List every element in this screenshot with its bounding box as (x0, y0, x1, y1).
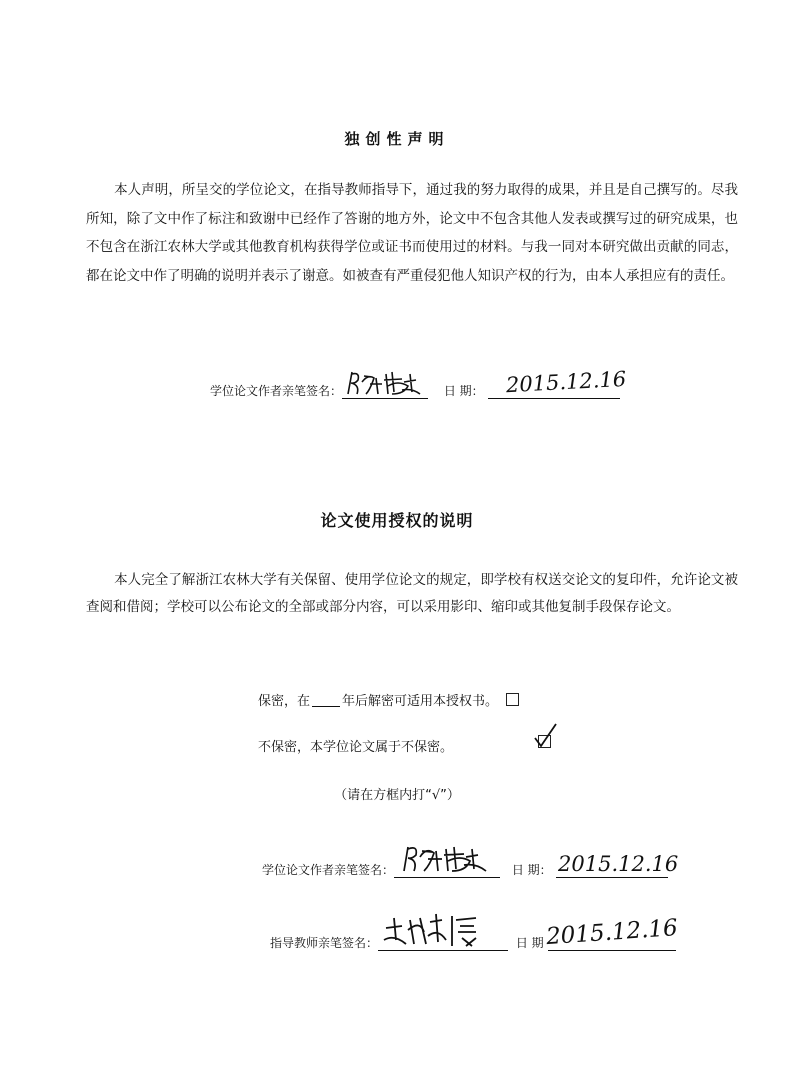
advisor-signature (378, 928, 508, 951)
declaration-title: 独创性声明 (344, 130, 450, 148)
option-secret (258, 690, 519, 709)
svg-text:2015.12.16: 2015.12.16 (557, 852, 678, 876)
declaration-paragraph (86, 176, 738, 290)
author-date-label-2: 日 期： (511, 863, 552, 877)
option-public (258, 736, 453, 755)
author-date-1 (488, 366, 627, 399)
svg-text:2015.12.16: 2015.12.16 (544, 915, 679, 951)
handwritten-signature-1 (342, 368, 428, 398)
handwritten-date-1 (488, 364, 627, 398)
author-signature-2 (394, 855, 500, 878)
handwritten-date-3 (544, 908, 679, 951)
author-date-label: 日 期： (443, 384, 484, 398)
option-secret-prefix: 保密，在 (258, 694, 311, 709)
author-signature-1 (342, 376, 428, 399)
years-blank[interactable] (312, 694, 340, 707)
author-signature-label: 学位论文作者亲笔签名： (210, 384, 343, 398)
handwritten-signature-3 (380, 910, 510, 950)
advisor-signature-row (270, 915, 679, 951)
authorization-paragraph (86, 567, 738, 621)
author-signature-label-2: 学位论文作者亲笔签名： (262, 863, 395, 877)
advisor-signature-label: 指导教师亲笔签名： (270, 936, 379, 950)
option-secret-suffix: 年后解密可适用本授权书。 (342, 694, 499, 709)
author-date-2 (556, 852, 678, 878)
check-mark-icon (532, 722, 562, 752)
handwritten-date-2 (556, 843, 678, 877)
authorization-author-signature-row (262, 852, 678, 878)
secret-checkbox[interactable] (506, 693, 519, 706)
instruction-note: （请在方框内打“√”） (334, 788, 460, 803)
authorization-title: 论文使用授权的说明 (320, 511, 474, 530)
svg-text:2015.12.16: 2015.12.16 (504, 366, 627, 398)
advisor-date-label: 日 期 (515, 936, 544, 950)
authorization-text: 本人完全了解浙江农林大学有关保留、使用学位论文的规定，即学校有权送交论文的复印件，允许论文被查阅和借阅；学校可以公布论文的全部或部分内容，可以采用影印、缩印或其他复制手段保存论文。 (86, 572, 738, 615)
advisor-date (544, 915, 679, 951)
handwritten-signature-2 (398, 841, 504, 875)
option-public-label: 不保密，本学位论文属于不保密。 (258, 740, 454, 755)
declaration-signature-row (210, 366, 627, 399)
declaration-text: 本人声明，所呈交的学位论文，在指导教师指导下，通过我的努力取得的成果，并且是自己撰写的。尽我所知，除了文中作了标注和致谢中已经作了答谢的地方外，论文中不包含其他人发表或撰写过的研究成果，也不包含在浙江农林大学或其他教育机构获得学位或证书而使用过的材料。与我一同对本研究做出贡献的同志，都在论文中作了明确的说明并表示了谢意。如被查有严重侵犯他人知识产权的行为，由本人承担应有的责任。 (86, 182, 738, 284)
